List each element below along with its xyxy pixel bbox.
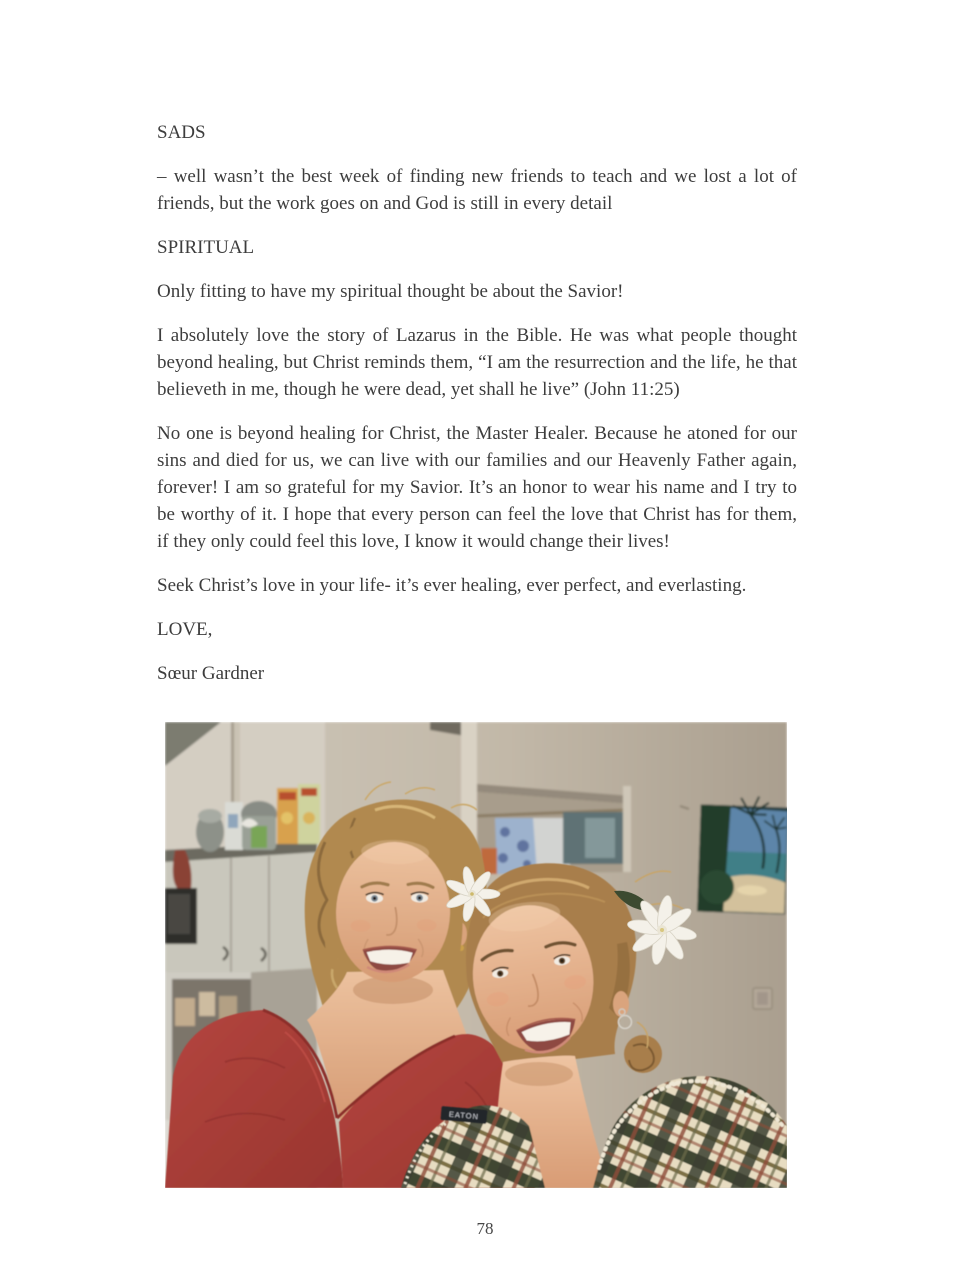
light-switch	[753, 988, 772, 1009]
paragraph-lazarus: I absolutely love the story of Lazarus in the Bible. He was what people thought beyond healing, but Christ reminds them, “I am the resurrection and the life, he that believeth in me, though he were dead, yet shall he live” (John 11:25)	[157, 325, 797, 400]
paragraph-healing: No one is beyond healing for Christ, the Master Healer. Because he atoned for our sins and died for us, we can live with our families and our Heavenly Father again, forever! I am so grateful for my Savior. It’s an honor to wear his name and I try to be worthy of it. I hope that every person can feel the love that Christ has for them, if they only could feel this love, I know it would change their lives!	[157, 423, 797, 552]
svg-text:EATON: EATON	[448, 1109, 480, 1122]
inline-photo	[165, 722, 787, 1188]
letter-body	[157, 119, 797, 704]
selfie-photo-illustration	[165, 722, 787, 1188]
tropical-painting	[697, 795, 787, 915]
heading-sads: SADS	[157, 122, 206, 143]
closing-love: LOVE,	[157, 619, 213, 640]
page-number: 78	[476, 1219, 494, 1238]
heading-spiritual: SPIRITUAL	[157, 237, 255, 258]
paragraph-fitting: Only fitting to have my spiritual thought be about the Savior!	[157, 281, 624, 302]
hair-bun	[624, 1035, 662, 1073]
signature: Sœur Gardner	[157, 663, 265, 684]
paragraph-seek: Seek Christ’s love in your life- it’s ever healing, ever perfect, and everlasting.	[157, 575, 747, 596]
paragraph-week-summary: – well wasn’t the best week of finding new friends to teach and we lost a lot of friends, but the work goes on and God is still in every detail	[157, 166, 797, 214]
